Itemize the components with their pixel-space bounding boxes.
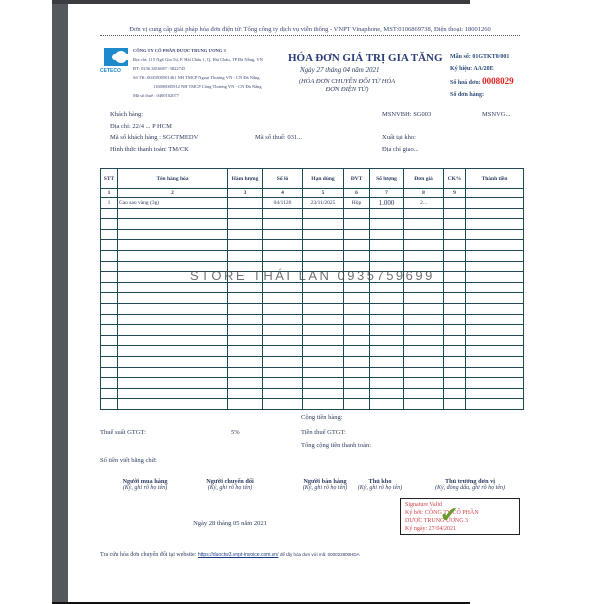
table-cell (303, 335, 344, 346)
table-cell (404, 378, 444, 389)
table-cell (404, 240, 444, 251)
amount-in-words-label: Số tiền viết bằng chữ: (100, 457, 157, 464)
table-cell (404, 250, 444, 261)
table-cell (444, 240, 466, 251)
signature-note: (Ký, đóng dấu, ghi rõ họ tên) (435, 485, 505, 491)
column-number: 2 (118, 189, 228, 198)
table-cell (303, 388, 344, 399)
table-cell (118, 282, 228, 293)
table-cell (303, 219, 344, 230)
table-cell (101, 208, 118, 219)
vat-rate-label: Thuế suất GTGT: (100, 429, 146, 436)
table-cell (228, 399, 263, 410)
table-row (101, 250, 524, 261)
table-cell: 1 (101, 198, 118, 209)
table-cell (118, 346, 228, 357)
customer-name: Khách hàng: (110, 111, 144, 118)
warehouse: Xuất tại kho: (382, 134, 416, 141)
table-cell (118, 314, 228, 325)
table-cell (370, 303, 404, 314)
total-label: Tổng cộng tiền thanh toán: (301, 442, 372, 449)
table-cell (118, 325, 228, 336)
table-cell (344, 303, 370, 314)
table-cell (370, 219, 404, 230)
table-cell (344, 399, 370, 410)
column-number: 9 (444, 189, 466, 198)
table-cell (228, 378, 263, 389)
signature-block (100, 478, 190, 491)
table-cell (228, 346, 263, 357)
table-cell (444, 367, 466, 378)
table-cell (370, 314, 404, 325)
table-cell (303, 303, 344, 314)
table-cell: 04/1120 (263, 198, 303, 209)
table-cell (466, 303, 524, 314)
table-cell (466, 282, 524, 293)
table-cell (370, 367, 404, 378)
table-cell (444, 229, 466, 240)
invoice-number-row (450, 76, 514, 86)
table-cell (466, 261, 524, 272)
table-row (101, 219, 524, 230)
table-cell (370, 399, 404, 410)
table-cell (444, 272, 466, 283)
table-cell (303, 250, 344, 261)
table-cell (263, 219, 303, 230)
column-number: 5 (303, 189, 344, 198)
table-cell (101, 240, 118, 251)
table-cell (466, 208, 524, 219)
signature-role: Thủ kho (368, 478, 392, 485)
table-cell (228, 367, 263, 378)
table-cell (344, 229, 370, 240)
invoice-subtitle: (HÓA ĐƠN CHUYỂN ĐỔI TỪ HÓA ĐƠN ĐIỆN TỬ) (298, 78, 396, 93)
table-cell (444, 314, 466, 325)
table-cell (101, 229, 118, 240)
table-cell (466, 198, 524, 209)
table-number-row (101, 189, 524, 198)
table-cell (370, 356, 404, 367)
table-cell (370, 293, 404, 304)
table-cell (101, 219, 118, 230)
delivery-address: Địa chỉ giao... (382, 146, 419, 153)
table-cell (101, 282, 118, 293)
table-cell (263, 250, 303, 261)
signature-role: Người chuyển đổi (206, 478, 254, 485)
table-cell (263, 293, 303, 304)
column-header: Số lô (263, 169, 303, 189)
invoice-date: Ngày 27 tháng 04 năm 2021 (300, 66, 380, 74)
table-row (101, 356, 524, 367)
column-header: ĐVT (344, 169, 370, 189)
table-cell (444, 378, 466, 389)
table-cell (370, 282, 404, 293)
watermark: STORE THÁI LAN 0935759699 (190, 268, 435, 283)
table-cell (344, 367, 370, 378)
table-cell (101, 272, 118, 283)
table-cell (263, 314, 303, 325)
table-cell (303, 346, 344, 357)
table-row (101, 367, 524, 378)
customer-tax: Mã số thuế: 031... (255, 134, 302, 141)
table-cell (444, 399, 466, 410)
table-cell (118, 219, 228, 230)
table-row (101, 335, 524, 346)
signature-signer: Ký bởi: CÔNG TY CỔ PHẦN (405, 510, 479, 516)
table-cell (466, 325, 524, 336)
seller-tax: Mã số thuế : 0400102077 (133, 93, 179, 98)
table-cell (466, 367, 524, 378)
table-cell (228, 293, 263, 304)
invoice-title: HÓA ĐƠN GIÁ TRỊ GIA TĂNG (288, 52, 443, 64)
table-cell (370, 378, 404, 389)
signature-block (185, 478, 275, 491)
table-cell (228, 314, 263, 325)
table-cell (444, 219, 466, 230)
viewer-left-bar (52, 0, 68, 604)
table-cell (404, 293, 444, 304)
vat-rate: 5% (231, 429, 240, 436)
table-cell (344, 346, 370, 357)
table-cell (466, 240, 524, 251)
table-cell (444, 356, 466, 367)
column-number: 4 (263, 189, 303, 198)
table-cell (404, 208, 444, 219)
table-cell (404, 346, 444, 357)
table-cell (118, 250, 228, 261)
table-row (101, 282, 524, 293)
table-cell (263, 325, 303, 336)
table-cell (263, 367, 303, 378)
order-number: Số đơn hàng: (450, 92, 485, 98)
table-cell (118, 378, 228, 389)
table-cell (101, 325, 118, 336)
company-logo-icon (102, 46, 130, 68)
table-cell (263, 282, 303, 293)
table-cell (466, 399, 524, 410)
table-cell (303, 325, 344, 336)
table-cell (404, 325, 444, 336)
seller-name: CÔNG TY CỔ PHẦN DƯỢC TRUNG ƯƠNG 3 (133, 48, 226, 53)
signature-signer-2: DƯỢC TRUNG ƯƠNG 3 (405, 518, 469, 524)
table-cell (263, 303, 303, 314)
table-cell (404, 229, 444, 240)
table-cell (263, 388, 303, 399)
table-cell (344, 356, 370, 367)
table-cell (228, 240, 263, 251)
column-header: Hạn dùng (303, 169, 344, 189)
table-header (101, 169, 524, 189)
table-cell (303, 314, 344, 325)
lookup-link[interactable]: https://duoctw3.vnpt-invoice.com.vn/ (197, 552, 279, 558)
footer-text: Tra cứu hóa đơn chuyển đổi tại website: (100, 552, 197, 558)
customer-code: Mã số khách hàng : SGCTMEDV (110, 134, 199, 141)
table-cell (444, 208, 466, 219)
table-cell (228, 303, 263, 314)
table-cell (404, 282, 444, 293)
table-cell (303, 367, 344, 378)
table-cell (466, 219, 524, 230)
table-cell (444, 346, 466, 357)
table-cell (118, 229, 228, 240)
table-cell (228, 335, 263, 346)
table-cell (344, 388, 370, 399)
table-cell (404, 219, 444, 230)
table-cell: Cao sao vàng (3g) (118, 198, 228, 209)
table-row (101, 378, 524, 389)
seller-account-1: Số TK: 0041000501461 NH TMCP Ngoại Thương VN - CN Đà Nẵng (133, 75, 260, 80)
table-cell (466, 346, 524, 357)
signature-role: Người bán hàng (303, 478, 347, 485)
table-cell (101, 303, 118, 314)
table-row (101, 399, 524, 410)
table-cell (344, 335, 370, 346)
logo-text: CETECO (100, 68, 121, 74)
table-cell (101, 261, 118, 272)
convert-date: Ngày 28 tháng 05 năm 2021 (193, 520, 267, 527)
table-cell (370, 388, 404, 399)
table-cell (228, 208, 263, 219)
column-header: CK% (444, 169, 466, 189)
vat-amount-label: Tiền thuế GTGT: (301, 429, 346, 436)
column-header: Hàm lượng (228, 169, 263, 189)
table-cell (370, 229, 404, 240)
footer (100, 552, 360, 558)
table-cell (118, 293, 228, 304)
invoice-number-label: Số hoá đơn: (450, 80, 481, 86)
table-cell (118, 399, 228, 410)
signature-role: Thủ trưởng đơn vị (444, 478, 496, 485)
table-row (101, 303, 524, 314)
table-cell (444, 335, 466, 346)
table-cell (101, 314, 118, 325)
table-cell (344, 378, 370, 389)
msnvg: MSNVG... (482, 111, 511, 118)
column-number (466, 189, 524, 198)
table-cell (303, 229, 344, 240)
table-cell (466, 388, 524, 399)
table-cell (370, 240, 404, 251)
table-cell: 23/11/2025 (303, 198, 344, 209)
column-number: 7 (370, 189, 404, 198)
table-cell (303, 293, 344, 304)
table-cell (228, 198, 263, 209)
signature-role: Người mua hàng (122, 478, 168, 485)
table-cell (466, 314, 524, 325)
column-number: 6 (344, 189, 370, 198)
table-cell (370, 250, 404, 261)
column-number: 1 (101, 189, 118, 198)
customer-address: Địa chỉ: 22/4 ... P HCM (110, 123, 172, 130)
table-cell (263, 346, 303, 357)
table-cell (303, 208, 344, 219)
table-row (101, 229, 524, 240)
table-cell (370, 346, 404, 357)
table-cell (263, 208, 303, 219)
lookup-code: để tấy hóa đơn với mã: 000022800HDA (279, 552, 360, 557)
table-cell (344, 314, 370, 325)
table-cell (101, 293, 118, 304)
table-cell (404, 356, 444, 367)
column-header: Đơn giá (404, 169, 444, 189)
table-cell (444, 293, 466, 304)
table-cell (101, 250, 118, 261)
signature-box (400, 498, 520, 535)
column-header: Thành tiền (466, 169, 524, 189)
table-cell (101, 356, 118, 367)
table-cell (404, 314, 444, 325)
signature-note: (Ký, ghi rõ họ tên) (357, 485, 403, 491)
table-cell (303, 282, 344, 293)
table-cell (404, 399, 444, 410)
table-cell (444, 250, 466, 261)
table-cell (118, 367, 228, 378)
signature-status: Signature Valid (405, 502, 443, 508)
table-row (101, 293, 524, 304)
column-header: Tên hàng hóa (118, 169, 228, 189)
invoice-form: Mẫu số: 01GTKT0/001 (450, 54, 510, 60)
table-cell (101, 335, 118, 346)
table-cell (263, 356, 303, 367)
invoice-number: 0008029 (482, 76, 514, 86)
table-cell (263, 399, 303, 410)
table-cell (118, 303, 228, 314)
table-cell (404, 335, 444, 346)
signature-note: (Ký, ghi rõ họ tên) (302, 485, 348, 491)
checkmark-icon: ✔ (440, 502, 459, 527)
table-cell (228, 282, 263, 293)
table-cell (444, 325, 466, 336)
viewer-top-bar (52, 0, 470, 4)
column-number: 3 (228, 189, 263, 198)
table-cell (118, 335, 228, 346)
signature-block (410, 478, 530, 491)
signature-note: (Ký, ghi rõ họ tên) (207, 485, 253, 491)
table-cell (101, 388, 118, 399)
table-cell (118, 388, 228, 399)
table-cell (118, 356, 228, 367)
table-cell (101, 346, 118, 357)
table-cell (466, 378, 524, 389)
table-cell (228, 356, 263, 367)
table-cell (344, 282, 370, 293)
table-row (101, 208, 524, 219)
table-cell (263, 378, 303, 389)
table-cell: Hộp (344, 198, 370, 209)
subtotal-label: Cộng tiền hàng: (301, 414, 343, 421)
table-cell (370, 325, 404, 336)
table-cell (466, 356, 524, 367)
seller-phone: ĐT: 0236.3816687 -3822745 (133, 66, 186, 71)
table-cell (444, 261, 466, 272)
invoice-serial: Ký hiệu: AA/20E (450, 66, 494, 72)
payment-method: Hình thức thanh toán: TM/CK (110, 146, 189, 153)
seller-info (133, 46, 263, 100)
table-cell (303, 378, 344, 389)
signature-note: (Ký, ghi rõ họ tên) (122, 485, 168, 491)
table-cell (228, 325, 263, 336)
table-cell (228, 229, 263, 240)
signature-block (345, 478, 415, 491)
items-table (100, 168, 524, 410)
table-cell (344, 250, 370, 261)
table-cell (101, 367, 118, 378)
table-row (101, 198, 524, 209)
msnvbh: MSNVBH: SG003 (382, 111, 432, 118)
table-cell (101, 378, 118, 389)
table-cell (263, 229, 303, 240)
table-cell (118, 208, 228, 219)
table-cell (444, 388, 466, 399)
table-cell (444, 303, 466, 314)
table-cell (466, 272, 524, 283)
table-cell (228, 250, 263, 261)
table-cell (466, 335, 524, 346)
table-cell (344, 240, 370, 251)
table-cell: 1.000 (370, 198, 404, 209)
table-row (101, 346, 524, 357)
seller-address: Địa chỉ: 115 Ngô Gia Tự, P. Hải Châu 1, Q. Hải Châu, TP Đà Nẵng, VN (133, 57, 263, 62)
table-cell (466, 229, 524, 240)
table-cell (228, 388, 263, 399)
table-cell (303, 240, 344, 251)
column-header: Số lượng (370, 169, 404, 189)
table-cell (466, 250, 524, 261)
table-cell (344, 293, 370, 304)
table-row (101, 325, 524, 336)
provider-line: Đơn vị cung cấp giải pháp hóa đơn điện tử: Tổng công ty dịch vụ viễn thông - VNPT Vinaphone, MST:0106869738, Điện thoại: 18001260 (100, 26, 520, 36)
table-row (101, 388, 524, 399)
seller-account-2: 116000005912 NH TMCP Công Thương VN - CN Đà Nẵng (153, 84, 262, 89)
table-cell (404, 367, 444, 378)
column-header: STT (101, 169, 118, 189)
table-cell (444, 282, 466, 293)
table-cell (466, 293, 524, 304)
table-cell (444, 198, 466, 209)
table-cell (404, 388, 444, 399)
table-cell (344, 208, 370, 219)
table-cell (344, 325, 370, 336)
table-row (101, 314, 524, 325)
table-cell (344, 219, 370, 230)
table-cell: 2... (404, 198, 444, 209)
table-cell (118, 240, 228, 251)
table-cell (303, 399, 344, 410)
table-cell (370, 335, 404, 346)
table-cell (101, 399, 118, 410)
table-cell (404, 303, 444, 314)
table-cell (228, 219, 263, 230)
table-cell (303, 356, 344, 367)
signature-date: Ký ngày: 27/04/2021 (405, 526, 456, 532)
column-number: 8 (404, 189, 444, 198)
table-cell (263, 240, 303, 251)
table-row (101, 240, 524, 251)
table-cell (370, 208, 404, 219)
table-cell (263, 335, 303, 346)
